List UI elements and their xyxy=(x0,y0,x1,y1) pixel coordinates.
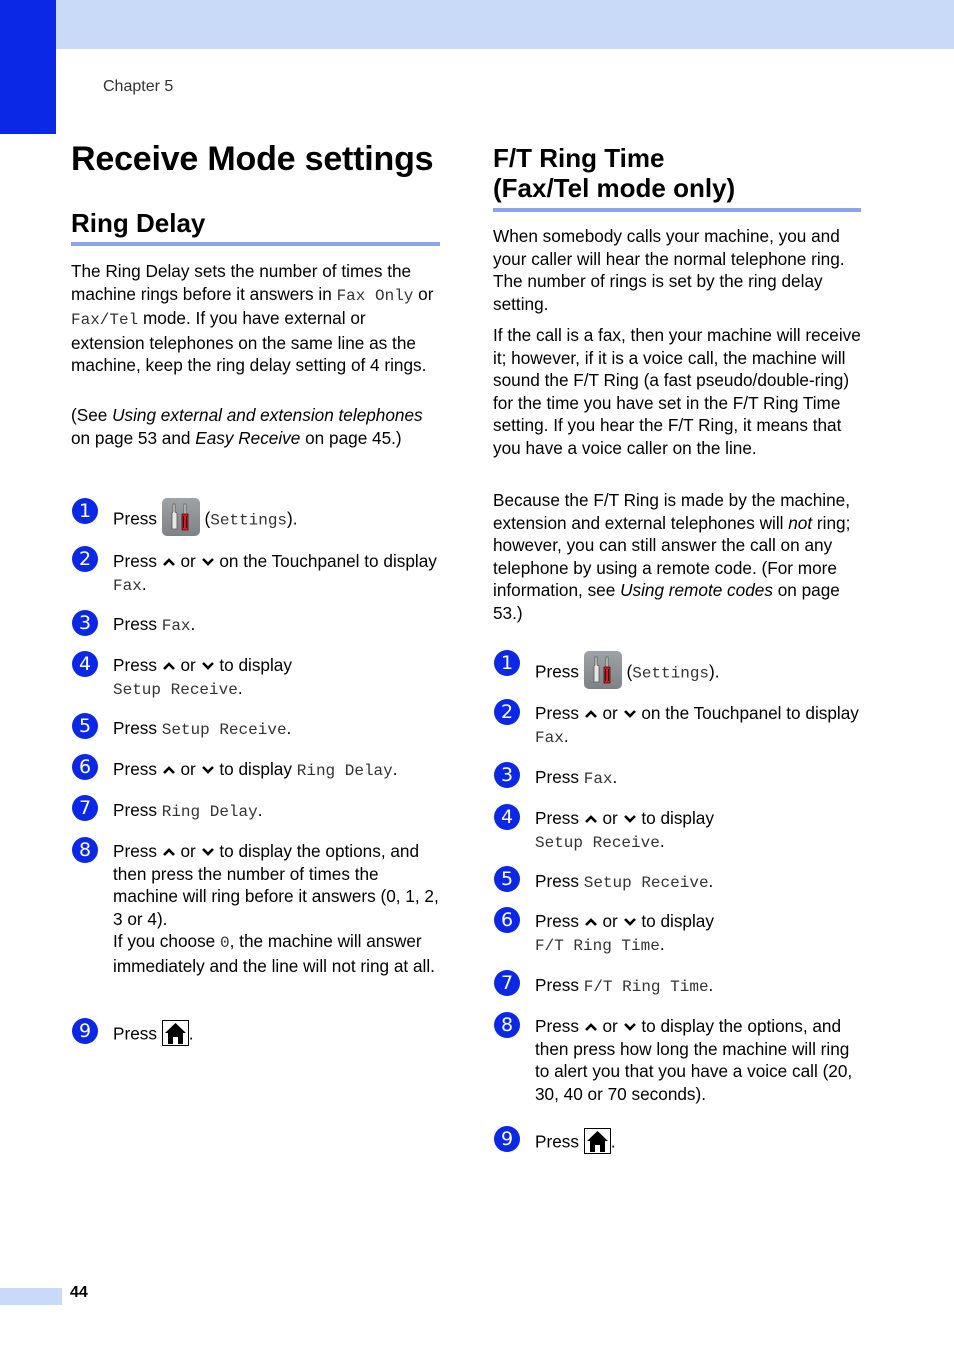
chevron-up-icon xyxy=(162,660,176,672)
step-number-badge: 7 xyxy=(494,970,520,996)
settings-tools-icon[interactable] xyxy=(162,498,200,536)
ft-para-2: If the call is a fax, then your machine will receive it; however, if it is a voice call, the machine will sound the F/T Ring (a fast pseudo/double-ring) for the time you have set in the F/T Ring Time setting. If you hear the F/T Ring, it means that you have a voice caller on the line. xyxy=(493,325,861,458)
step-number-badge: 5 xyxy=(494,866,520,892)
step-number-badge: 2 xyxy=(72,546,98,572)
step-number-badge: 4 xyxy=(494,804,520,830)
settings-tools-icon[interactable] xyxy=(584,651,622,689)
chapter-tab xyxy=(0,0,56,134)
page-title: Receive Mode settings xyxy=(71,140,434,178)
home-icon[interactable] xyxy=(584,1128,611,1154)
section-title-ring-delay: Ring Delay xyxy=(71,208,206,238)
see-reference: (See Using external and extension telephones on page 53 and Easy Receive on page 45.) xyxy=(71,405,423,448)
section-title-ft-ring-time: F/T Ring Time (Fax/Tel mode only) xyxy=(493,143,736,203)
chevron-down-icon xyxy=(623,813,637,825)
step-number-badge: 7 xyxy=(72,795,98,821)
step-number-badge: 9 xyxy=(72,1018,98,1044)
step-number-badge: 8 xyxy=(72,837,98,863)
ft-para-3: Because the F/T Ring is made by the machine, extension and external telephones will not ring; however, you can still answer the call on any telephone by using a remote code. (For more information, see Using remote codes on page 53.) xyxy=(493,490,851,623)
chevron-up-icon xyxy=(584,916,598,928)
header-band xyxy=(0,0,954,49)
chevron-up-icon xyxy=(584,708,598,720)
footer-band xyxy=(0,1288,62,1305)
section-rule xyxy=(71,242,440,246)
home-icon[interactable] xyxy=(162,1020,189,1046)
chevron-up-icon xyxy=(584,813,598,825)
chevron-up-icon xyxy=(584,1021,598,1033)
step-number-badge: 6 xyxy=(72,754,98,780)
chevron-down-icon xyxy=(201,556,215,568)
ring-delay-intro: The Ring Delay sets the number of times the machine rings before it answers in Fax Only or Fax/Tel mode. If you have external or extension telephones on the same line as the machine, keep the ring delay setting of 4 rings. xyxy=(71,261,434,376)
step-number-badge: 4 xyxy=(72,651,98,677)
chapter-label: Chapter 5 xyxy=(103,78,174,95)
chevron-up-icon xyxy=(162,556,176,568)
step-number-badge: 5 xyxy=(72,713,98,739)
chevron-down-icon xyxy=(623,1021,637,1033)
chevron-down-icon xyxy=(623,916,637,928)
chevron-up-icon xyxy=(162,846,176,858)
step-number-badge: 3 xyxy=(494,762,520,788)
chevron-up-icon xyxy=(162,764,176,776)
step-number-badge: 6 xyxy=(494,907,520,933)
page-number: 44 xyxy=(70,1284,88,1301)
step-number-badge: 2 xyxy=(494,699,520,725)
chevron-down-icon xyxy=(623,708,637,720)
chevron-down-icon xyxy=(201,660,215,672)
step-number-badge: 9 xyxy=(494,1126,520,1152)
chevron-down-icon xyxy=(201,846,215,858)
step-number-badge: 1 xyxy=(72,498,98,524)
step-number-badge: 8 xyxy=(494,1012,520,1038)
section-rule xyxy=(493,208,861,212)
step-number-badge: 3 xyxy=(72,610,98,636)
ft-para-1: When somebody calls your machine, you and your caller will hear the normal telephone ring. The number of rings is set by the ring delay setting. xyxy=(493,226,845,314)
chevron-down-icon xyxy=(201,764,215,776)
step-number-badge: 1 xyxy=(494,650,520,676)
